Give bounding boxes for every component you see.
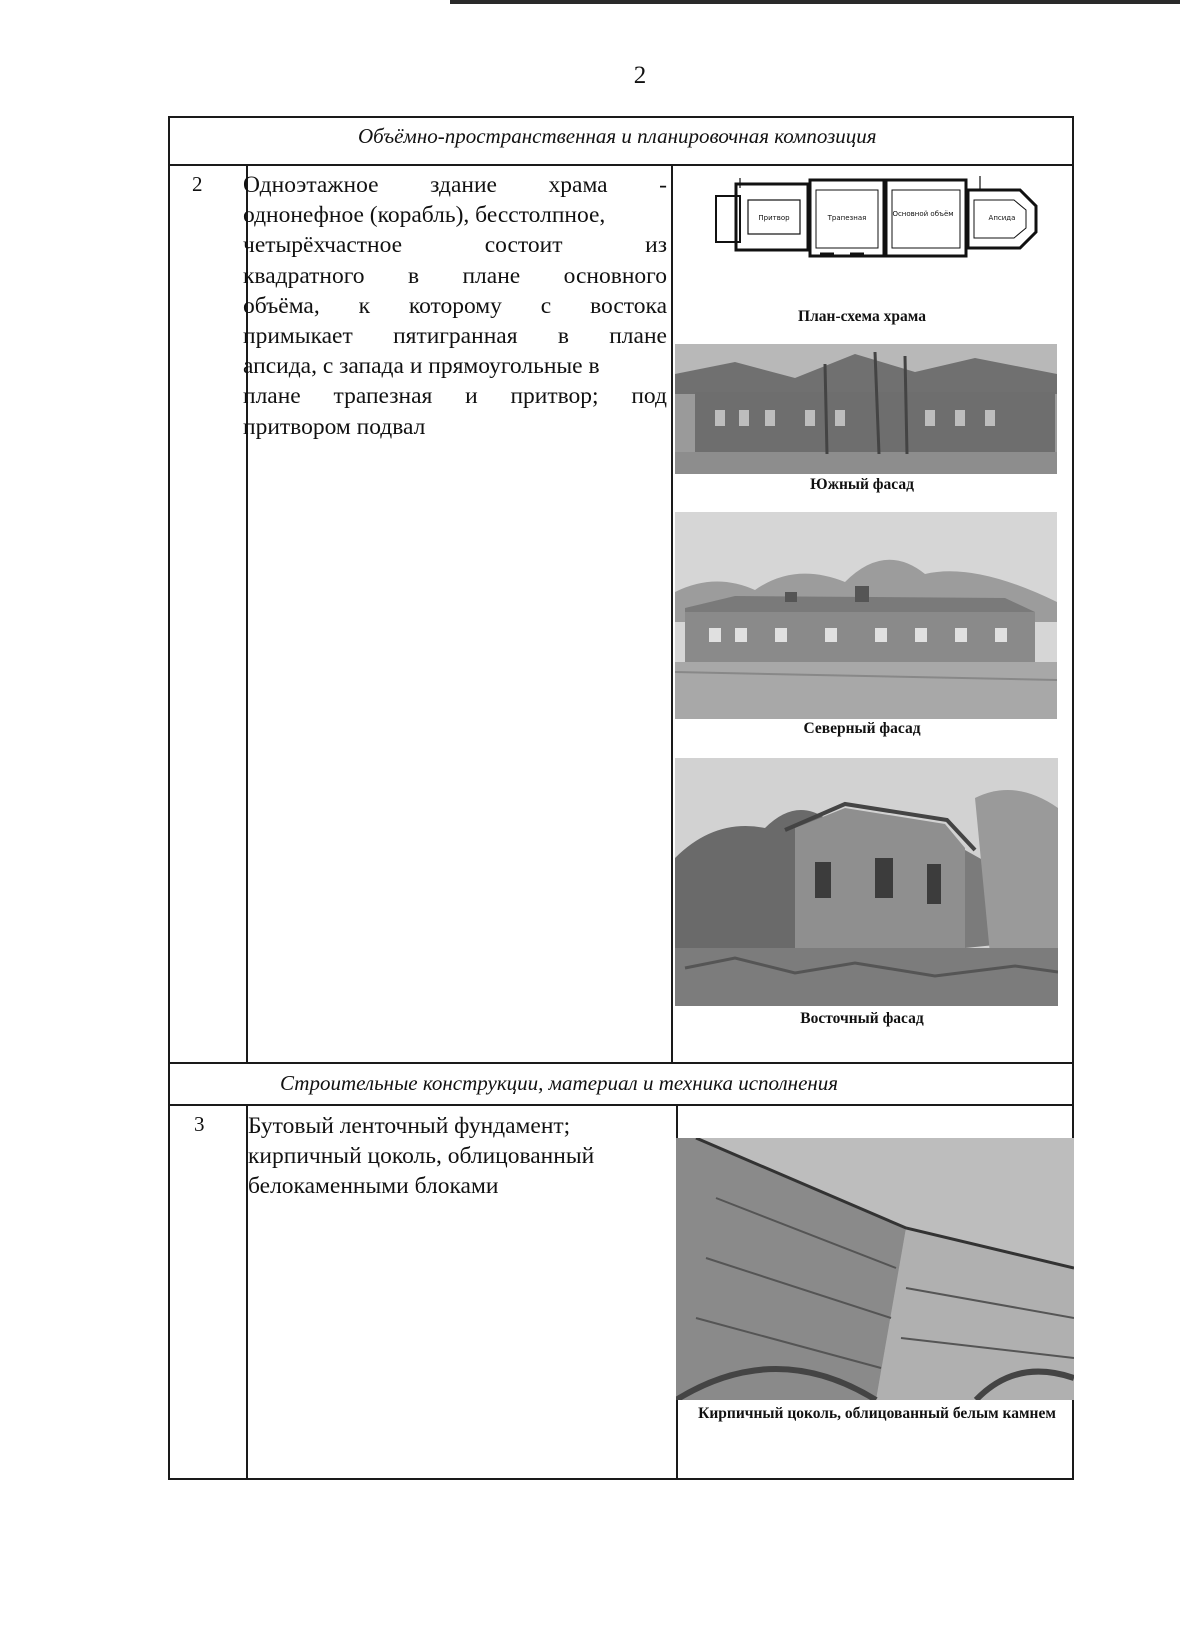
photo-caption: Кирпичный цоколь, облицованный белым камнем	[698, 1405, 1056, 1422]
table-row-divider	[168, 1062, 1074, 1064]
photo-caption: Восточный фасад	[800, 1010, 924, 1027]
description-word: пятигранная	[393, 322, 518, 349]
description-word: объёма,	[243, 292, 320, 319]
floor-plan-diagram	[710, 176, 1045, 260]
description-line: белокаменными блоками	[248, 1173, 499, 1200]
description-word: квадратного	[243, 262, 365, 289]
description-line	[243, 261, 667, 291]
plan-room-label: Притвор	[758, 214, 790, 222]
description-word: плане	[462, 262, 521, 289]
description-word: к	[358, 292, 371, 319]
description-word: однонефное (корабль), бесстолпное,	[243, 202, 606, 229]
description-word: примыкает	[243, 322, 353, 349]
page-number: 2	[633, 62, 647, 89]
east-facade-photo	[675, 758, 1058, 1006]
description-line	[243, 321, 667, 351]
description-word: которому	[408, 292, 502, 319]
description-word: -	[659, 172, 667, 198]
row-description	[243, 170, 667, 442]
plan-room-label: Основной объём	[892, 210, 954, 218]
description-line	[243, 412, 667, 442]
description-word: основного	[563, 262, 667, 289]
description-line: кирпичный цоколь, облицованный	[248, 1143, 595, 1170]
south-facade-photo	[675, 344, 1057, 474]
description-word: в	[557, 322, 569, 349]
description-word: притвор;	[510, 383, 599, 410]
description-word: Одноэтажное	[243, 172, 379, 198]
description-word: с	[540, 292, 552, 319]
photo-caption: Северный фасад	[803, 720, 921, 737]
table-row-divider	[168, 1104, 1074, 1106]
description-word: под	[631, 383, 667, 410]
description-word: из	[645, 232, 667, 259]
description-word: состоит	[484, 232, 563, 259]
description-word: здание	[430, 172, 497, 198]
description-line	[243, 351, 667, 381]
description-word: и	[465, 383, 478, 410]
plinth-photo	[676, 1138, 1074, 1400]
table-border-bottom	[168, 1478, 1074, 1480]
description-line	[243, 381, 667, 411]
row-number: 3	[194, 1112, 205, 1136]
description-word: востока	[590, 292, 667, 319]
description-word: в	[407, 262, 420, 289]
description-line	[243, 230, 667, 260]
table-border-top	[168, 116, 1074, 118]
description-line	[243, 170, 667, 200]
row-description	[248, 1111, 668, 1202]
top-scan-line	[450, 0, 1180, 4]
table-column-divider	[671, 164, 673, 1064]
photo-caption: Южный фасад	[810, 476, 914, 493]
description-line	[243, 200, 667, 230]
north-facade-photo	[675, 512, 1057, 719]
section-heading: Строительные конструкции, материал и техника исполнения	[280, 1071, 839, 1095]
description-line	[243, 291, 667, 321]
section-heading: Объёмно-пространственная и планировочная композиция	[358, 124, 877, 148]
description-word: трапезная	[333, 383, 433, 410]
description-line: Бутовый ленточный фундамент;	[248, 1113, 571, 1139]
description-word: храма	[548, 172, 608, 198]
plan-caption: План-схема храма	[798, 308, 926, 325]
description-word: притвором подвал	[243, 413, 426, 440]
table-border-left	[168, 116, 170, 1480]
description-word: четырёхчастное	[243, 232, 403, 259]
table-row-divider	[168, 164, 1074, 166]
description-word: плане	[243, 383, 301, 410]
row-number: 2	[192, 172, 203, 196]
plan-room-label: Трапезная	[827, 214, 867, 222]
description-word: апсида, с запада и прямоугольные в	[243, 353, 600, 380]
description-word: плане	[609, 322, 667, 349]
plan-room-label: Апсида	[988, 214, 1016, 222]
